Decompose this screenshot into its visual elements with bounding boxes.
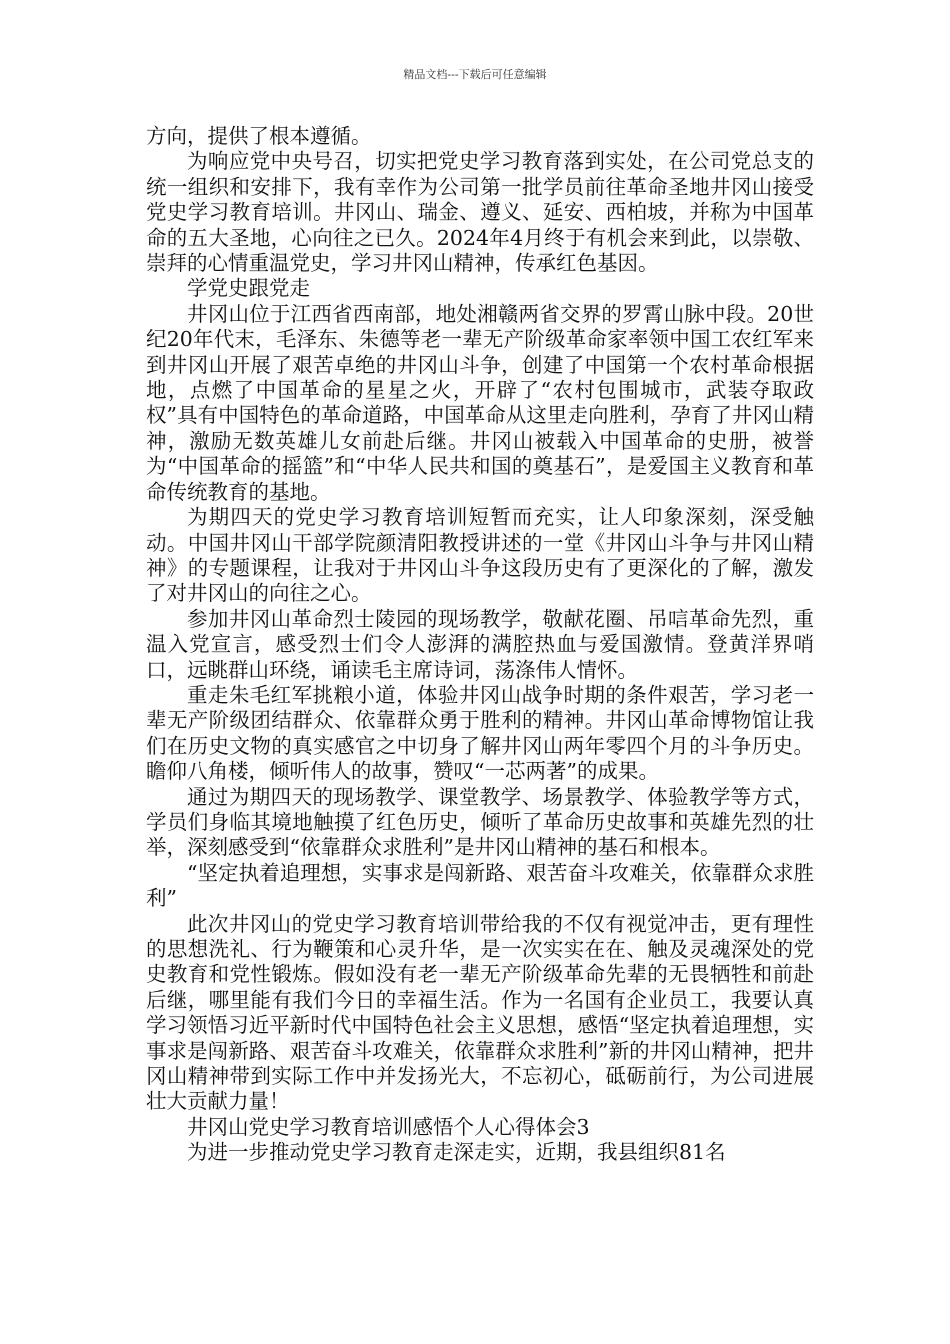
document-body (146, 124, 814, 1166)
paragraph-red-army-trail: 重走朱毛红军挑粮小道，体验井冈山战争时期的条件艰苦，学习老一辈无产阶级团结群众、依靠群众勇于胜利的精神。井冈山革命博物馆让我们在历史文物的真实感官之中切身了解井冈山两年零四个月的斗争历史。瞻仰八角楼，倾听伟人的故事，赞叹“一芯两著”的成果。 (146, 682, 814, 784)
paragraph-article-3-start: 为进一步推动党史学习教育走深走实，近期，我县组织81名 (187, 1140, 726, 1165)
paragraph-intro: 为响应党中央号召，切实把党史学习教育落到实处，在公司党总支的统一组织和安排下，我有幸作为公司第一批学员前往革命圣地井冈山接受党史学习教育培训。井冈山、瑞金、遵义、延安、西柏坡，并称为中国革命的五大圣地，心向往之已久。2024年4月终于有机会来到此，以崇敬、崇拜的心情重温党史，学习井冈山精神，传承红色基因。 (146, 149, 814, 276)
article-title-3: 井冈山党史学习教育培训感悟个人心得体会3 (187, 1114, 590, 1139)
paragraph-jinggangshan-history: 井冈山位于江西省西南部，地处湘赣两省交界的罗霄山脉中段。20世纪20年代末，毛泽东、朱德等老一辈无产阶级革命家率领中国工农红军来到井冈山开展了艰苦卓绝的井冈山斗争，创建了中国第一个农村革命根据地，点燃了中国革命的星星之火，开辟了“农村包围城市，武装夺取政权”具有中国特色的革命道路，中国革命从这里走向胜利，孕育了井冈山精神，激励无数英雄儿女前赴后继。井冈山被载入中国革命的史册，被誉为“中国革命的摇篮”和“中华人民共和国的奠基石”，是爱国主义教育和革命传统教育的基地。 (146, 301, 814, 504)
section-heading: 学党史跟党走 (187, 276, 310, 301)
paragraph-continuation: 方向，提供了根本遵循。 (146, 124, 372, 148)
paragraph-teaching-methods: 通过为期四天的现场教学、课堂教学、场景教学、体验教学等方式，学员们身临其境地触摸了红色历史，倾听了革命历史故事和英雄先烈的壮举，深刻感受到“依靠群众求胜利”是井冈山精神的基石和根本。 (146, 784, 814, 860)
quote-jinggangshan-spirit: “坚定执着追理想，实事求是闯新路、艰苦奋斗攻难关，依靠群众求胜利” (146, 860, 814, 911)
paragraph-training-course: 为期四天的党史学习教育培训短暂而充实，让人印象深刻，深受触动。中国井冈山干部学院颜清阳教授讲述的一堂《井冈山斗争与井冈山精神》的专题课程，让我对于井冈山斗争这段历史有了更深化的了解，激发了对井冈山的向往之心。 (146, 505, 814, 606)
paragraph-cemetery-visit: 参加井冈山革命烈士陵园的现场教学，敬献花圈、吊唁革命先烈，重温入党宣言，感受烈士们令人澎湃的满腔热血与爱国激情。登黄洋界哨口，远眺群山环绕，诵读毛主席诗词，荡涤伟人情怀。 (146, 606, 814, 682)
paragraph-reflection: 此次井冈山的党史学习教育培训带给我的不仅有视觉冲击，更有理性的思想洗礼、行为鞭策和心灵升华，是一次实实在在、触及灵魂深处的党史教育和党性锻炼。假如没有老一辈无产阶级革命先辈的无畏牺牲和前赴后继，哪里能有我们今日的幸福生活。作为一名国有企业员工，我要认真学习领悟习近平新时代中国特色社会主义思想，感悟“坚定执着追理想，实事求是闯新路、艰苦奋斗攻难关，依靠群众求胜利”新的井冈山精神，把井冈山精神带到实际工作中并发扬光大，不忘初心，砥砺前行，为公司进展壮大贡献力量！ (146, 911, 814, 1114)
page-header: 精品文档---下载后可任意编辑 (403, 68, 547, 81)
